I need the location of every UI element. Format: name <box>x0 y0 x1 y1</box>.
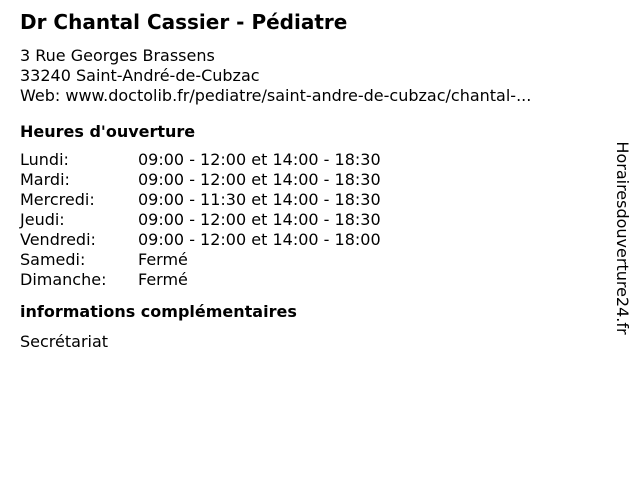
hours-value: Fermé <box>138 270 188 289</box>
day-label: Lundi: <box>20 150 69 169</box>
hours-row-wednesday <box>20 190 605 210</box>
hours-value: Fermé <box>138 250 188 269</box>
hours-value: 09:00 - 12:00 et 14:00 - 18:30 <box>138 150 381 169</box>
listing <box>20 8 605 352</box>
opening-hours-table <box>20 150 605 290</box>
day-label: Vendredi: <box>20 230 96 249</box>
day-label: Samedi: <box>20 250 86 269</box>
address-city: 33240 Saint-André-de-Cubzac <box>20 66 260 85</box>
day-label: Dimanche: <box>20 270 107 289</box>
address-street: 3 Rue Georges Brassens <box>20 46 215 65</box>
hours-row-saturday <box>20 250 605 270</box>
hours-value: 09:00 - 11:30 et 14:00 - 18:30 <box>138 190 381 209</box>
site-watermark: Horairesdouverture24.fr <box>613 141 632 335</box>
hours-row-friday <box>20 230 605 250</box>
website-link[interactable]: Web: www.doctolib.fr/pediatre/saint-andre-de-cubzac/chantal-... <box>20 86 532 105</box>
day-label: Mardi: <box>20 170 70 189</box>
hours-row-sunday <box>20 270 605 290</box>
day-label: Jeudi: <box>20 210 65 229</box>
hours-row-tuesday <box>20 170 605 190</box>
opening-hours-heading: Heures d'ouverture <box>20 122 196 141</box>
hours-row-monday <box>20 150 605 170</box>
page-title: Dr Chantal Cassier - Pédiatre <box>20 10 348 34</box>
day-label: Mercredi: <box>20 190 95 209</box>
hours-value: 09:00 - 12:00 et 14:00 - 18:00 <box>138 230 381 249</box>
hours-row-thursday <box>20 210 605 230</box>
additional-info-heading: informations complémentaires <box>20 302 297 321</box>
hours-value: 09:00 - 12:00 et 14:00 - 18:30 <box>138 170 381 189</box>
additional-info-text: Secrétariat <box>20 332 109 351</box>
hours-value: 09:00 - 12:00 et 14:00 - 18:30 <box>138 210 381 229</box>
